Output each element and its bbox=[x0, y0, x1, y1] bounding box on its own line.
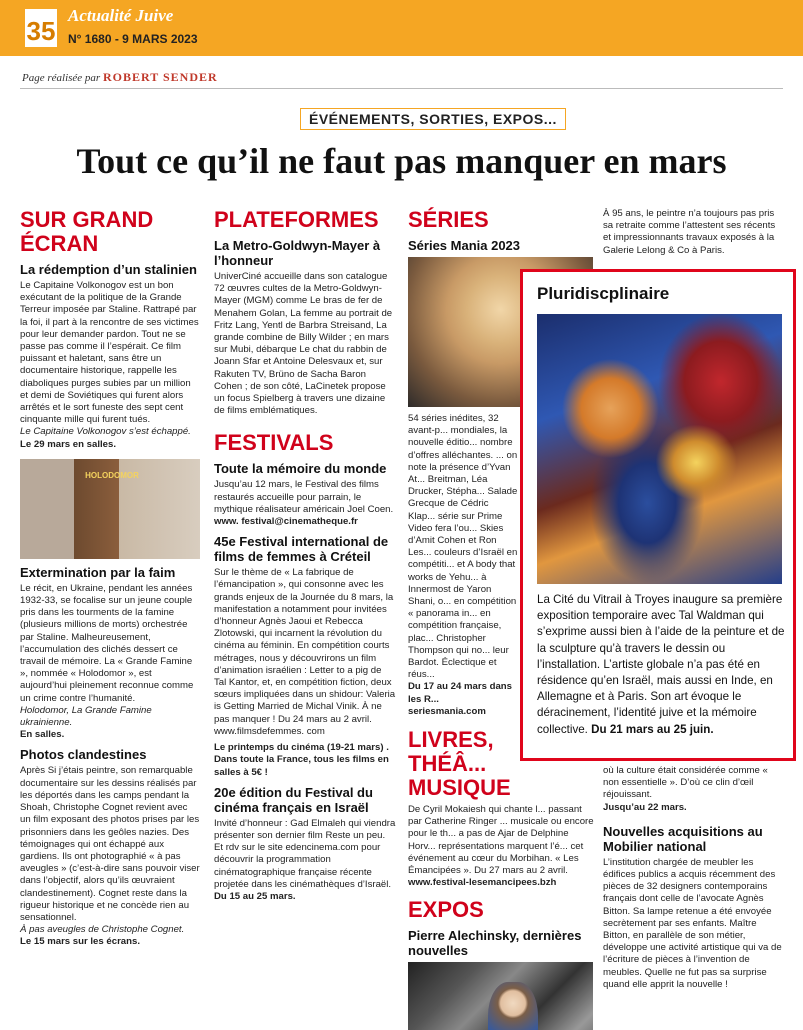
link-text[interactable]: www. festival@cinematheque.fr bbox=[214, 516, 358, 528]
link-text[interactable]: www.festival-lesemancipees.bzh bbox=[408, 877, 557, 889]
article-body bbox=[214, 567, 396, 778]
column-cinema bbox=[20, 208, 200, 949]
page-credit bbox=[22, 70, 218, 85]
section-title: PLATEFORMES bbox=[214, 207, 379, 232]
body-text: où la culture était considérée comme « non essentielle ». D’où ce clin d’œil réjouissant. bbox=[603, 765, 768, 801]
event-date: Jusqu’au 22 mars. bbox=[603, 801, 687, 813]
stained-glass-artwork bbox=[537, 314, 782, 584]
film-poster-image bbox=[20, 459, 200, 559]
release-date: Le 15 mars sur les écrans. bbox=[20, 936, 140, 948]
body-text: Après Si j’étais peintre, son remarquable documentaire sur les dessins réalisés par les déportés dans les camps pendant la Shoah, Christophe Cognet revient avec un film exposant des photos prises par les prisonniers dans les geôles nazies. Des témoignages qui ont échappé aux gardiens. Ils ont photographié « à pas aveugles » (c’est-à-dire sans pouvoir viser dans l’objectif, alors qu’ils œuvraient clandestinement). Cognet reste dans la rigueur historique et ne concède rien au sensationnel. bbox=[20, 765, 200, 923]
credit-author: ROBERT SENDER bbox=[102, 70, 218, 84]
article-body bbox=[214, 479, 396, 528]
article-title: 45e Festival international de films de femmes à Créteil bbox=[214, 534, 389, 565]
section-title: FESTIVALS bbox=[214, 430, 334, 456]
article-title: Toute la mémoire du monde bbox=[214, 461, 387, 477]
article-title: 20e édition du Festival du cinéma français en Israël bbox=[214, 784, 373, 815]
divider bbox=[20, 88, 783, 89]
section-title: SÉRIES bbox=[408, 207, 489, 232]
article-title: Photos clandestines bbox=[20, 747, 147, 763]
credit-prefix: Page réalisée par bbox=[22, 72, 101, 84]
link-text[interactable]: seriesmania.com bbox=[408, 705, 486, 717]
article-body: UniverCiné accueille dans son catalogue 72 œuvres cultes de la Metro-Goldwyn-Mayer (MGM) comme Le bras de fer de Menahem Golan, La femme au portrait de Fritz Lang, Yentl de Barbra Streisand, La grande combine de Billy Wilder ; en mars sur Mubi, débarque Le chat du rabbin de Joann Sfar et Antoine Delesvaux et, sur Rakuten TV, Brüno de Sacha Baron Cohen ; de son côté, LaCinetek propose un focus Spielberg à travers une dizaine de films emblématiques. bbox=[214, 271, 393, 417]
film-title: Le Capitaine Volkonogov s’est échappé. bbox=[20, 426, 191, 438]
article-body bbox=[20, 280, 200, 451]
article-body: À 95 ans, le peintre n’a toujours pas pris sa retraite comme l’attestent ses récents et impressionnants travaux exposés à la Galerie Lelong & Co à Paris. bbox=[603, 208, 776, 256]
article-body: L’institution chargée de meubler les édifices publics a acquis récemment des pièces de 32 designers contemporains français dont celle de l’avocate Agnès Bitton. Sa lampe retenue a été envoyée secrètement par ses enfants. Maître Bitton, en parallèle de son métier, développe une activité artistique qui va de l’écriture de pièces à l’invention de meubles. Quelle ne fut pas sa surprise quand elle apprit la nouvelle ! bbox=[603, 856, 782, 990]
event-date: Du 17 au 24 mars dans les R... bbox=[408, 681, 512, 705]
release-date: En salles. bbox=[20, 729, 65, 741]
body-text: 54 séries inédites, 32 avant-p... mondiales, la nouvelle éditio... nombre d’offres alléchantes. ... on note la présence d’Yvan At... Breitman, Léa Drucker, Stépha... Salade Grecque de Cédric Klap... série sur Prime Video fera l’ou... Skies d’Amit Cohen et Ron Les... couleurs d’Israël en compétiti... et A body that works de Yehu... à Innermost de Yaron Shani, o... en compétition « panorama in... en compétition française, plac... Christopher Thompson qui no... leur Bardot. Éclectique et réus... bbox=[408, 413, 518, 681]
article-body bbox=[20, 765, 200, 948]
column-platforms-festivals bbox=[214, 208, 396, 903]
article-title: Séries Mania 2023 bbox=[408, 238, 521, 253]
poster-text: HOLODOMOR bbox=[85, 470, 139, 480]
event-date: Du 15 au 25 mars. bbox=[214, 890, 296, 902]
article-body bbox=[408, 804, 598, 889]
article-title: Nouvelles acquisitions au Mobilier national bbox=[603, 823, 763, 854]
artist-photo bbox=[408, 962, 593, 1030]
article-body bbox=[20, 583, 200, 742]
body-text: Le Capitaine Volkonogov est un bon exécutant de la politique de la Grande Terreur imposée par Staline. Rattrapé par la foi, il part à la rencontre de ses victimes pour leur demander pardon. Tout ne se passe pas comme il l’espérait. Ce film puissant et haletant, sans être un documentaire historique, rappelle les diaboliques purges subies par un million et demi de Soviétiques qui furent alors arrêtés et le sort funeste des sept cent cinquante mille qui furent tués. bbox=[20, 280, 199, 426]
page-number: 35 bbox=[22, 6, 60, 50]
section-title: EXPOS bbox=[408, 896, 484, 922]
release-date: Le 29 mars en salles. bbox=[20, 438, 116, 450]
top-bar bbox=[0, 0, 803, 56]
article-body bbox=[603, 765, 785, 814]
body-text: Invité d’honneur : Gad Elmaleh qui viendra présenter son dernier film Reste un peu. Et rdv sur le site edencinema.com pour découvrir la programmation cinématographique française récente projetée dans les cinémathèques d’Israël. bbox=[214, 817, 396, 890]
body-text: Sur le thème de « La fabrique de l’émancipation », qui consonne avec les grands enjeux de la Journée du 8 mars, la manifestation a notamment pour invitées d’honneur Agnès Jaoui et Rebecca Zlotowski, qui incarnent la révolution du cinéma au féminin. En compétition courts métrages, nous y découvrirons un film d’animation israélien : Letter to a pig de Tal Kantor, et, en compétition fiction, deux sœurs impliquées dans un shidour: Valeria is Getting Married de Michal Vinik. À ne pas manquer ! Du 24 mars au 2 avril. www.filmsdefemmes. com bbox=[214, 567, 396, 737]
article-title: La Metro-Goldwyn-Mayer à l’honneur bbox=[214, 238, 381, 268]
feature-box bbox=[520, 269, 796, 761]
body-text: De Cyril Mokaiesh qui chante l... passant par Catherine Ringer ... musicale ou encore pour le th... a pas de Ajar de Delphine Horv... représentations marquent l’é... cet événement au cœur du Morbihan. « Les Émancipées ». Du 27 mars au 2 avril. bbox=[408, 804, 594, 877]
body-text: Jusqu’au 12 mars, le Festival des films restaurés accueille pour parrain, le mythique réalisateur américain Joel Coen. bbox=[214, 479, 394, 515]
article-body bbox=[214, 818, 396, 903]
film-title: Holodomor, La Grande Famine ukrainienne. bbox=[20, 704, 152, 729]
page-headline: Tout ce qu’il ne faut pas manquer en mars bbox=[76, 141, 727, 181]
feature-title: Pluridiscplinaire bbox=[537, 284, 670, 303]
section-title: SUR GRAND ÉCRAN bbox=[20, 207, 154, 256]
article-title: Extermination par la faim bbox=[20, 564, 176, 580]
article-title: La rédemption d’un stalinien bbox=[20, 262, 197, 277]
column-right-lower bbox=[603, 765, 785, 991]
highlight-text: Le printemps du cinéma (19-21 mars) . Dans toute la France, tous les films en salles à 5€ ! bbox=[214, 742, 389, 778]
section-tag: ÉVÉNEMENTS, SORTIES, EXPOS... bbox=[300, 108, 566, 130]
publication-name: Actualité Juive bbox=[68, 6, 174, 25]
feature-body bbox=[537, 592, 787, 738]
issue-info: N° 1680 - 9 MARS 2023 bbox=[68, 32, 198, 46]
article-body bbox=[408, 413, 518, 718]
event-date: Du 21 mars au 25 juin. bbox=[591, 722, 714, 736]
column-right bbox=[603, 208, 785, 257]
film-title: À pas aveugles de Christophe Cognet. bbox=[20, 924, 185, 936]
body-text: La Cité du Vitrail à Troyes inaugure sa première exposition temporaire avec Tal Waldman qui s’exprime aussi bien à l’aide de la peinture et de la sculpture qu’à travers le dessin ou l’installation. L’artiste globale n’a pas été en résidence qu’en Israël, mais aussi en Inde, en Allemagne et à Paris. Son art évoque le déracinement, l’identité juive et la mémoire collective. bbox=[537, 593, 785, 736]
section-title: LIVRES, THÉÂ... MUSIQUE bbox=[408, 727, 511, 801]
article-title: Pierre Alechinsky, dernières nouvelles bbox=[408, 927, 582, 958]
body-text: Le récit, en Ukraine, pendant les années 1932-33, se focalise sur un jeune couple pris dans les tourments de la famine (plusieurs millions de morts) orchestrée par Staline. Malheureusement, l’accumulation des clichés dessert ce travail de mémoire. La « Grande Famine », nommée « Holodomor », est aujourd’hui pleinement reconnue comme un crime contre l’humanité. bbox=[20, 582, 194, 704]
